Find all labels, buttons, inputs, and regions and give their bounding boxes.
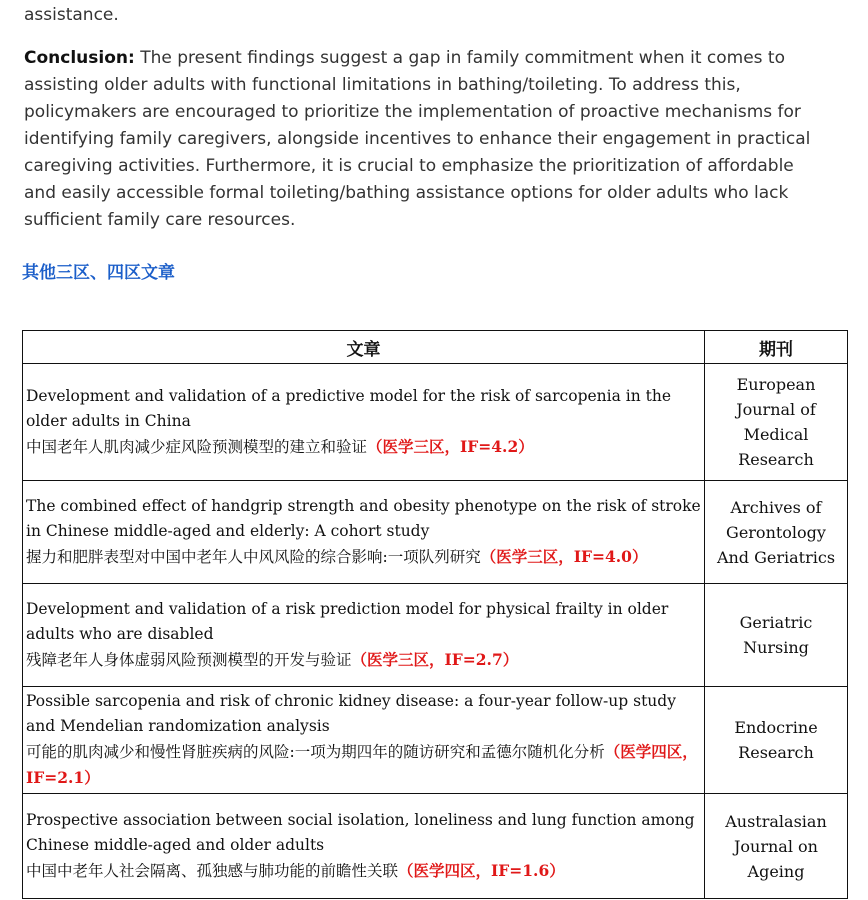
article-title-en: Prospective association between social isolation, loneliness and lung function among Chinese middle-aged and older adults [26,811,695,854]
journal-rank-tag: （医学四区，IF=2.1） [26,742,698,787]
article-cell [23,794,705,899]
article-title-cn: 握力和肥胖表型对中国中老年人中风风险的综合影响:一项队列研究 [26,548,481,566]
table-row [23,584,848,687]
table-row [23,794,848,899]
conclusion-paragraph [24,45,824,234]
table-row [23,364,848,481]
article-cell [23,584,705,687]
journal-rank-tag: （医学三区，IF=4.2） [367,437,534,456]
journal-rank-tag: （医学四区，IF=1.6） [398,861,565,880]
papers-table [22,330,848,899]
article-cell [23,481,705,584]
table-header-row [23,331,848,364]
section-heading: 其他三区、四区文章 [22,263,175,283]
article-title-en: The combined effect of handgrip strength and obesity phenotype on the risk of stroke in Chinese middle-aged and elderly: A cohort study [26,497,701,540]
journal-cell: Archives of Gerontology And Geriatrics [705,481,848,584]
conclusion-label: Conclusion: [24,48,135,68]
header-article: 文章 [23,331,705,364]
article-title-en: Development and validation of a risk prediction model for physical frailty in older adults who are disabled [26,600,669,643]
article-title-en: Possible sarcopenia and risk of chronic kidney disease: a four-year follow-up study and Mendelian randomization analysis [26,692,676,735]
table-row [23,687,848,794]
article-title-cn: 可能的肌肉减少和慢性肾脏疾病的风险:一项为期四年的随访研究和孟德尔随机化分析 [26,743,605,761]
article-cell [23,364,705,481]
journal-cell: European Journal of Medical Research [705,364,848,481]
article-cell [23,687,705,794]
journal-cell: Geriatric Nursing [705,584,848,687]
article-title-cn: 中国老年人肌肉减少症风险预测模型的建立和验证 [26,438,368,456]
journal-rank-tag: （医学三区，IF=2.7） [351,650,519,669]
header-journal: 期刊 [705,331,848,364]
journal-cell: Australasian Journal on Ageing [705,794,848,899]
conclusion-text: The present findings suggest a gap in family commitment when it comes to assisting older adults with functional limitations in bathing/toileting. To address this, policymakers are encouraged to prioritize the implementation of proactive mechanisms for identifying family caregivers, alongside incentives to enhance their engagement in practical caregiving activities. Furthermore, it is crucial to emphasize the prioritization of affordable and easily accessible formal toileting/bathing assistance options for older adults who lack sufficient family care resources. [24,48,811,230]
table-row [23,481,848,584]
previous-paragraph-tail: assistance. [24,5,119,25]
article-title-cn: 残障老年人身体虚弱风险预测模型的开发与验证 [26,651,352,669]
article-title-cn: 中国中老年人社会隔离、孤独感与肺功能的前瞻性关联 [26,862,399,880]
journal-cell: Endocrine Research [705,687,848,794]
journal-rank-tag: （医学三区，IF=4.0） [480,547,648,566]
article-title-en: Development and validation of a predictive model for the risk of sarcopenia in the older adults in China [26,387,672,430]
